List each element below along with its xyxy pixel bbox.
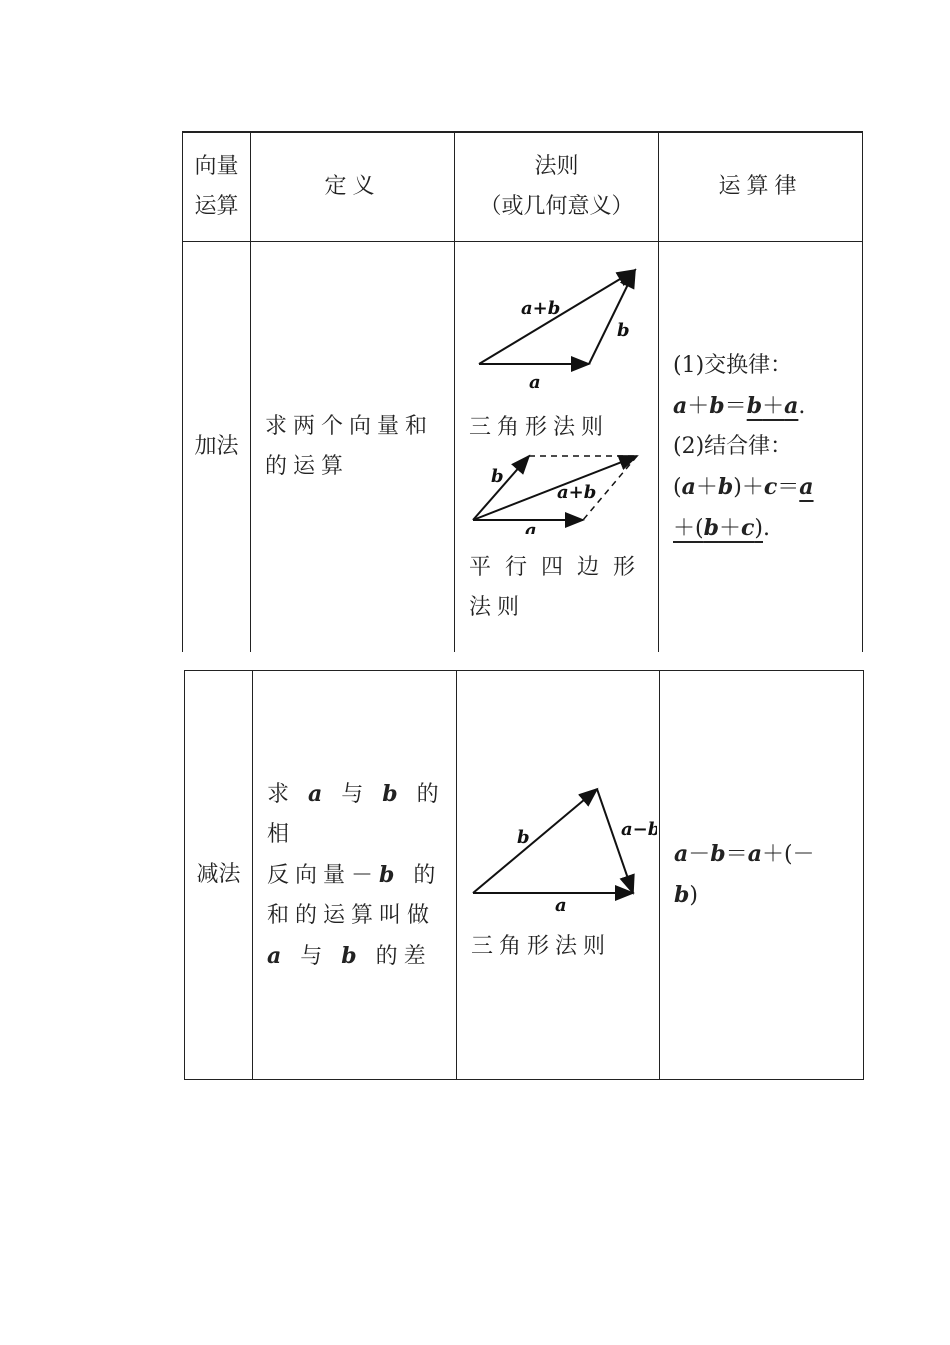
parallelogram-rule-caption-line2: 法则 bbox=[469, 595, 526, 620]
subtraction-triangle-caption: 三角形法则 bbox=[471, 934, 612, 959]
triangle-rule-subtraction-diagram bbox=[457, 783, 657, 913]
header-rule-line2: （或几何意义） bbox=[479, 194, 634, 219]
header-operation-line1: 向量 bbox=[194, 154, 239, 179]
addition-rule bbox=[455, 242, 659, 653]
header-operation-line2: 运算 bbox=[194, 194, 239, 219]
law1-title: (1)交换律： bbox=[673, 352, 793, 378]
parallelogram-rule-caption-line1: 平行四边形 bbox=[469, 555, 650, 580]
header-definition: 定义 bbox=[251, 132, 455, 242]
header-laws: 运算律 bbox=[659, 132, 863, 242]
law1-formula: a＋b＝b＋a. bbox=[673, 392, 806, 419]
addition-definition-line1: 求两个向量和 bbox=[265, 414, 434, 439]
subtraction-definition-line2: 反向量－b 的 bbox=[267, 861, 442, 888]
subtraction-definition-line3: 和的运算叫做 bbox=[267, 902, 436, 928]
law2-formula-line2: ＋(b＋c). bbox=[673, 514, 770, 541]
header-rule-line1: 法则 bbox=[534, 154, 579, 179]
label-sum: a+b bbox=[557, 482, 597, 503]
addition-row bbox=[183, 242, 863, 653]
triangle-rule-caption: 三角形法则 bbox=[469, 415, 610, 440]
subtraction-definition-line4: a 与 b 的差 bbox=[267, 942, 432, 969]
law2-title: (2)结合律： bbox=[673, 433, 793, 459]
triangle-rule-addition-diagram bbox=[455, 264, 655, 394]
subtraction-row bbox=[185, 671, 864, 1080]
subtraction-definition-line1: 求 a 与 b 的相 bbox=[267, 780, 445, 847]
label-b: b bbox=[491, 466, 504, 487]
addition-name: 加法 bbox=[183, 242, 251, 653]
addition-definition bbox=[251, 242, 455, 653]
label-a: a bbox=[529, 372, 541, 393]
vector-operations-table-part1 bbox=[182, 131, 863, 652]
label-b: b bbox=[617, 320, 630, 341]
subtraction-name: 减法 bbox=[185, 671, 253, 1080]
label-diff: a−b bbox=[621, 819, 657, 840]
subtraction-law bbox=[660, 671, 864, 1080]
law2-formula-line1: (a＋b)＋c＝a bbox=[673, 473, 814, 500]
subtraction-formula-line1: a－b＝a＋(－ bbox=[674, 841, 815, 867]
addition-definition-line2: 的运算 bbox=[265, 454, 350, 479]
subtraction-formula-line2: b) bbox=[674, 882, 698, 908]
addition-laws bbox=[659, 242, 863, 653]
vector-diff-arrow bbox=[597, 789, 633, 893]
vector-operations-table-part2 bbox=[184, 670, 864, 1080]
vector-b-arrow bbox=[473, 789, 597, 893]
label-a: a bbox=[525, 520, 537, 534]
label-a: a bbox=[555, 895, 567, 913]
header-row bbox=[183, 132, 863, 242]
label-b: b bbox=[517, 827, 530, 848]
header-rule bbox=[455, 132, 659, 242]
parallelogram-rule-diagram bbox=[455, 448, 655, 534]
header-operation bbox=[183, 132, 251, 242]
label-sum: a+b bbox=[521, 298, 561, 319]
subtraction-rule bbox=[457, 671, 660, 1080]
subtraction-definition bbox=[253, 671, 457, 1080]
